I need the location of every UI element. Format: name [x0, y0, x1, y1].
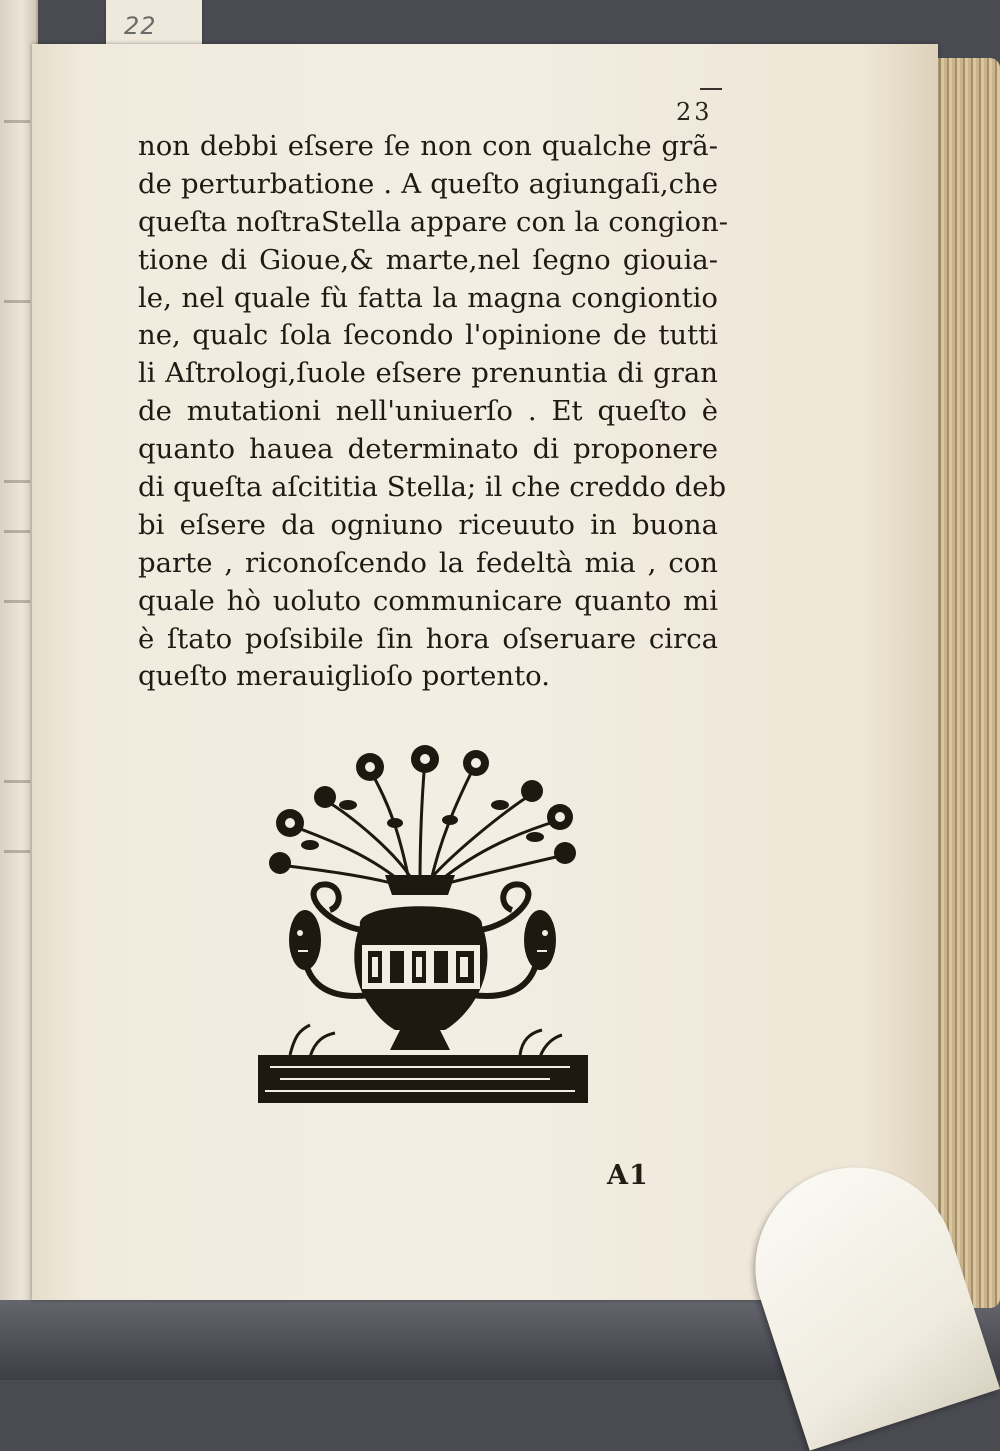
text-line: li Aſtrologi,ſuole eſsere prenuntia di gran — [138, 357, 718, 390]
text-line: queſta noſtraStella appare con la congion- — [138, 205, 729, 238]
text-line: di queſta aſcititia Stella; il che creddo deb — [138, 471, 727, 504]
text-line: queſto merauiglioſo portento. — [138, 660, 550, 693]
text-line: quanto hauea determinato di proponere — [138, 433, 718, 466]
page-number: 23 — [676, 98, 713, 126]
text-line: ne, qualc ſola ſecondo l'opinione de tutti — [138, 319, 718, 352]
text-line: de mutationi nell'uniuerſo . Et queſto è — [138, 395, 718, 428]
signature-mark: A1 — [607, 1160, 649, 1191]
flag-label: 22 — [124, 12, 157, 40]
book-fore-edge — [928, 58, 1000, 1308]
text-line: è ſtato poſsibile ſin hora oſseruare circa — [138, 622, 718, 655]
vase-woodcut-ornament — [250, 745, 595, 1130]
text-line: parte , riconoſcendo la fedeltà mia , con — [138, 546, 718, 579]
text-line: le, nel quale fù fatta la magna congiontio — [138, 281, 718, 314]
text-line: bi eſsere da ogniuno riceuuto in buona — [138, 508, 718, 541]
text-line: tione di Gioue,& marte,nel ſegno giouia- — [138, 243, 718, 276]
body-text — [138, 128, 729, 696]
text-line: non debbi eſsere ſe non con qualche grã- — [138, 130, 718, 162]
text-line: de perturbatione . A queſto agiungaſi,che — [138, 167, 718, 200]
page-number-rule — [700, 88, 722, 90]
text-line: quale hò uoluto communicare quanto mi — [138, 584, 718, 617]
